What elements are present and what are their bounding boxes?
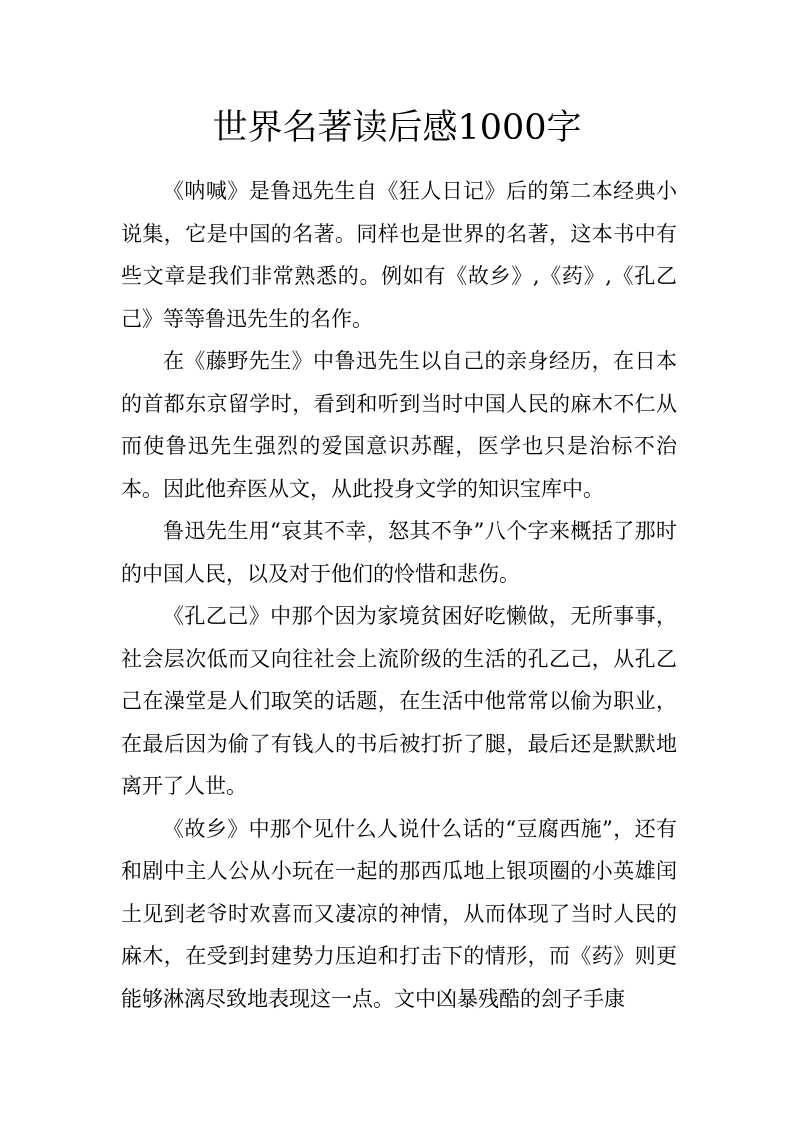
paragraph-kongyiji: 《孔乙己》中那个因为家境贫困好吃懒做，无所事事，社会层次低而又向往社会上流阶级的生活的孔乙己，从孔乙己在澡堂是人们取笑的话题，在生活中他常常以偷为职业，在最后因为偷了有钱人的书后被打折了腿，最后还是默默地离开了人世。 [121,604,677,798]
document-title: 世界名著读后感1000字 [212,108,582,148]
paragraph-aiqibuxing: 鲁迅先生用“哀其不幸，怒其不争”八个字来概括了那时的中国人民，以及对于他们的怜惜和悲伤。 [121,519,677,586]
paragraph-guxiang: 《故乡》中那个见什么人说什么话的“豆腐西施”，还有和剧中主人公从小玩在一起的那西瓜地上银项圈的小英雄闰土见到老爷时欢喜而又凄凉的神情，从而体现了当时人民的麻木，在受到封建势力压迫和打击下的情形，而《药》则更能够淋漓尽致地表现这一点。文中凶暴残酷的刽子手康 [121,816,677,1011]
paragraph-tengye: 在《藤野先生》中鲁迅先生以自己的亲身经历，在日本的首都东京留学时，看到和听到当时中国人民的麻木不仁从而使鲁迅先生强烈的爱国意识苏醒，医学也只是治标不治本。因此他弃医从文，从此投身文学的知识宝库中。 [121,349,677,501]
paragraph-nahan: 《呐喊》是鲁迅先生自《狂人日记》后的第二本经典小说集，它是中国的名著。同样也是世界的名著，这本书中有些文章是我们非常熟悉的。例如有《故乡》,《药》,《孔乙己》等等鲁迅先生的名作。 [121,179,677,331]
document-body [121,170,677,1020]
